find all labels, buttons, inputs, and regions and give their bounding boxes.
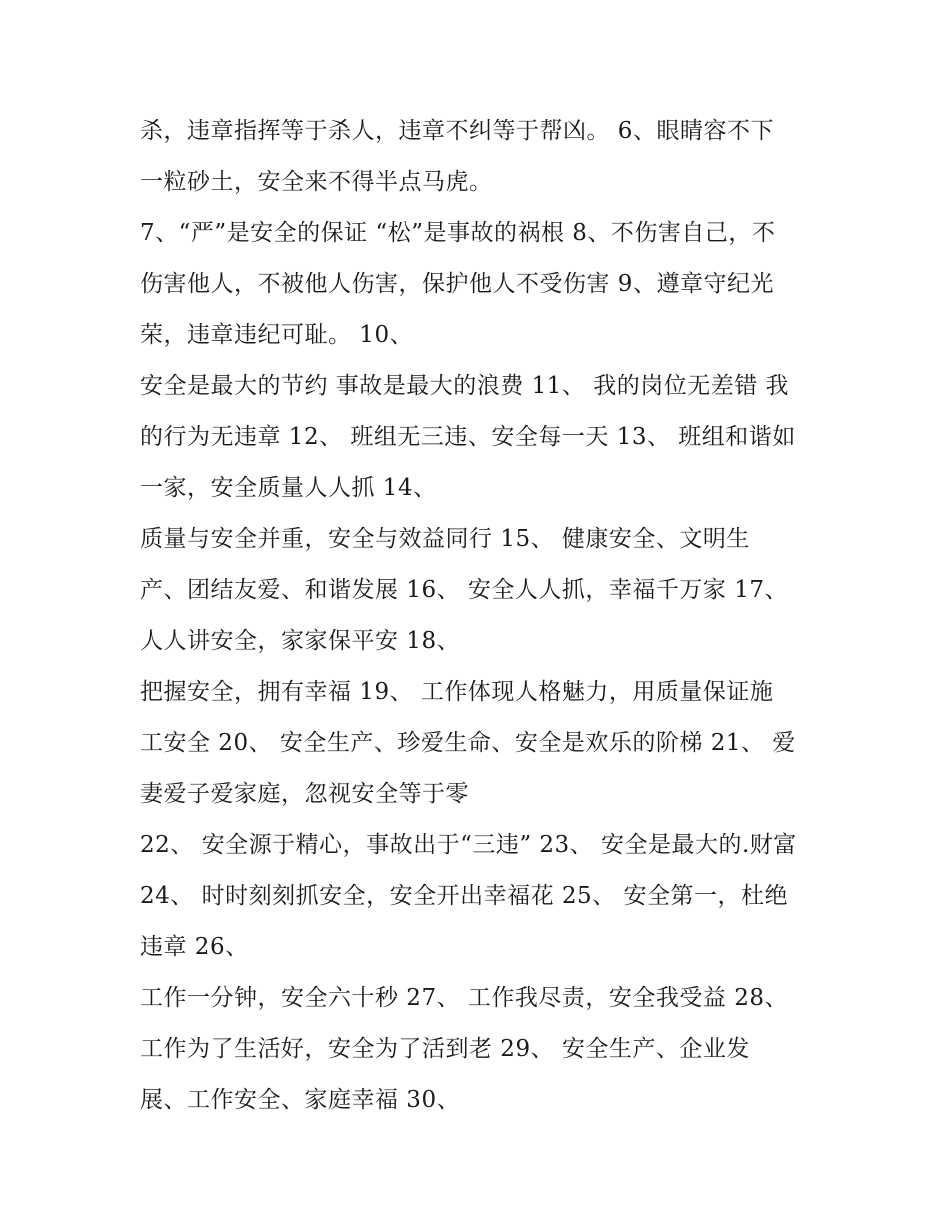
text-line: 质量与安全并重，安全与效益同行 15、 健康安全、文明生	[140, 526, 750, 552]
text-line: 工作为了生活好，安全为了活到老 29、 安全生产、企业发	[140, 1036, 750, 1062]
text-line: 工安全 20、 安全生产、珍爱生命、安全是欢乐的阶梯 21、 爱	[140, 730, 796, 756]
text-line: 荣，违章违纪可耻。 10、	[140, 322, 414, 348]
text-line: 一粒砂土，安全来不得半点马虎。	[140, 169, 493, 195]
text-line: 违章 26、	[140, 934, 249, 960]
text-line: 伤害他人，不被他人伤害，保护他人不受伤害 9、遵章守纪光	[140, 271, 774, 297]
text-line: 妻爱子爱家庭，忽视安全等于零	[140, 781, 469, 807]
text-line: 展、工作安全、家庭幸福 30、	[140, 1087, 461, 1113]
text-line: 杀，违章指挥等于杀人，违章不纠等于帮凶。 6、眼睛容不下	[140, 118, 774, 144]
text-line: 把握安全，拥有幸福 19、 工作体现人格魅力，用质量保证施	[140, 679, 774, 705]
text-line: 产、团结友爱、和谐发展 16、 安全人人抓，幸福千万家 17、	[140, 577, 788, 603]
text-line: 工作一分钟，安全六十秒 27、 工作我尽责，安全我受益 28、	[140, 985, 788, 1011]
body-text	[140, 106, 820, 1126]
text-line: 人人讲安全，家家保平安 18、	[140, 628, 461, 654]
text-line: 24、 时时刻刻抓安全，安全开出幸福花 25、 安全第一，杜绝	[140, 883, 788, 909]
text-line: 22、 安全源于精心，事故出于“三违” 23、 安全是最大的.财富	[140, 832, 797, 858]
text-line: 的行为无违章 12、 班组无三违、安全每一天 13、 班组和谐如	[140, 424, 796, 450]
text-line: 一家，安全质量人人抓 14、	[140, 475, 437, 501]
text-line: 安全是最大的节约 事故是最大的浪费 11、 我的岗位无差错 我	[140, 373, 790, 399]
text-line: 7、“严”是安全的保证 “松”是事故的祸根 8、不伤害自己，不	[140, 220, 776, 246]
